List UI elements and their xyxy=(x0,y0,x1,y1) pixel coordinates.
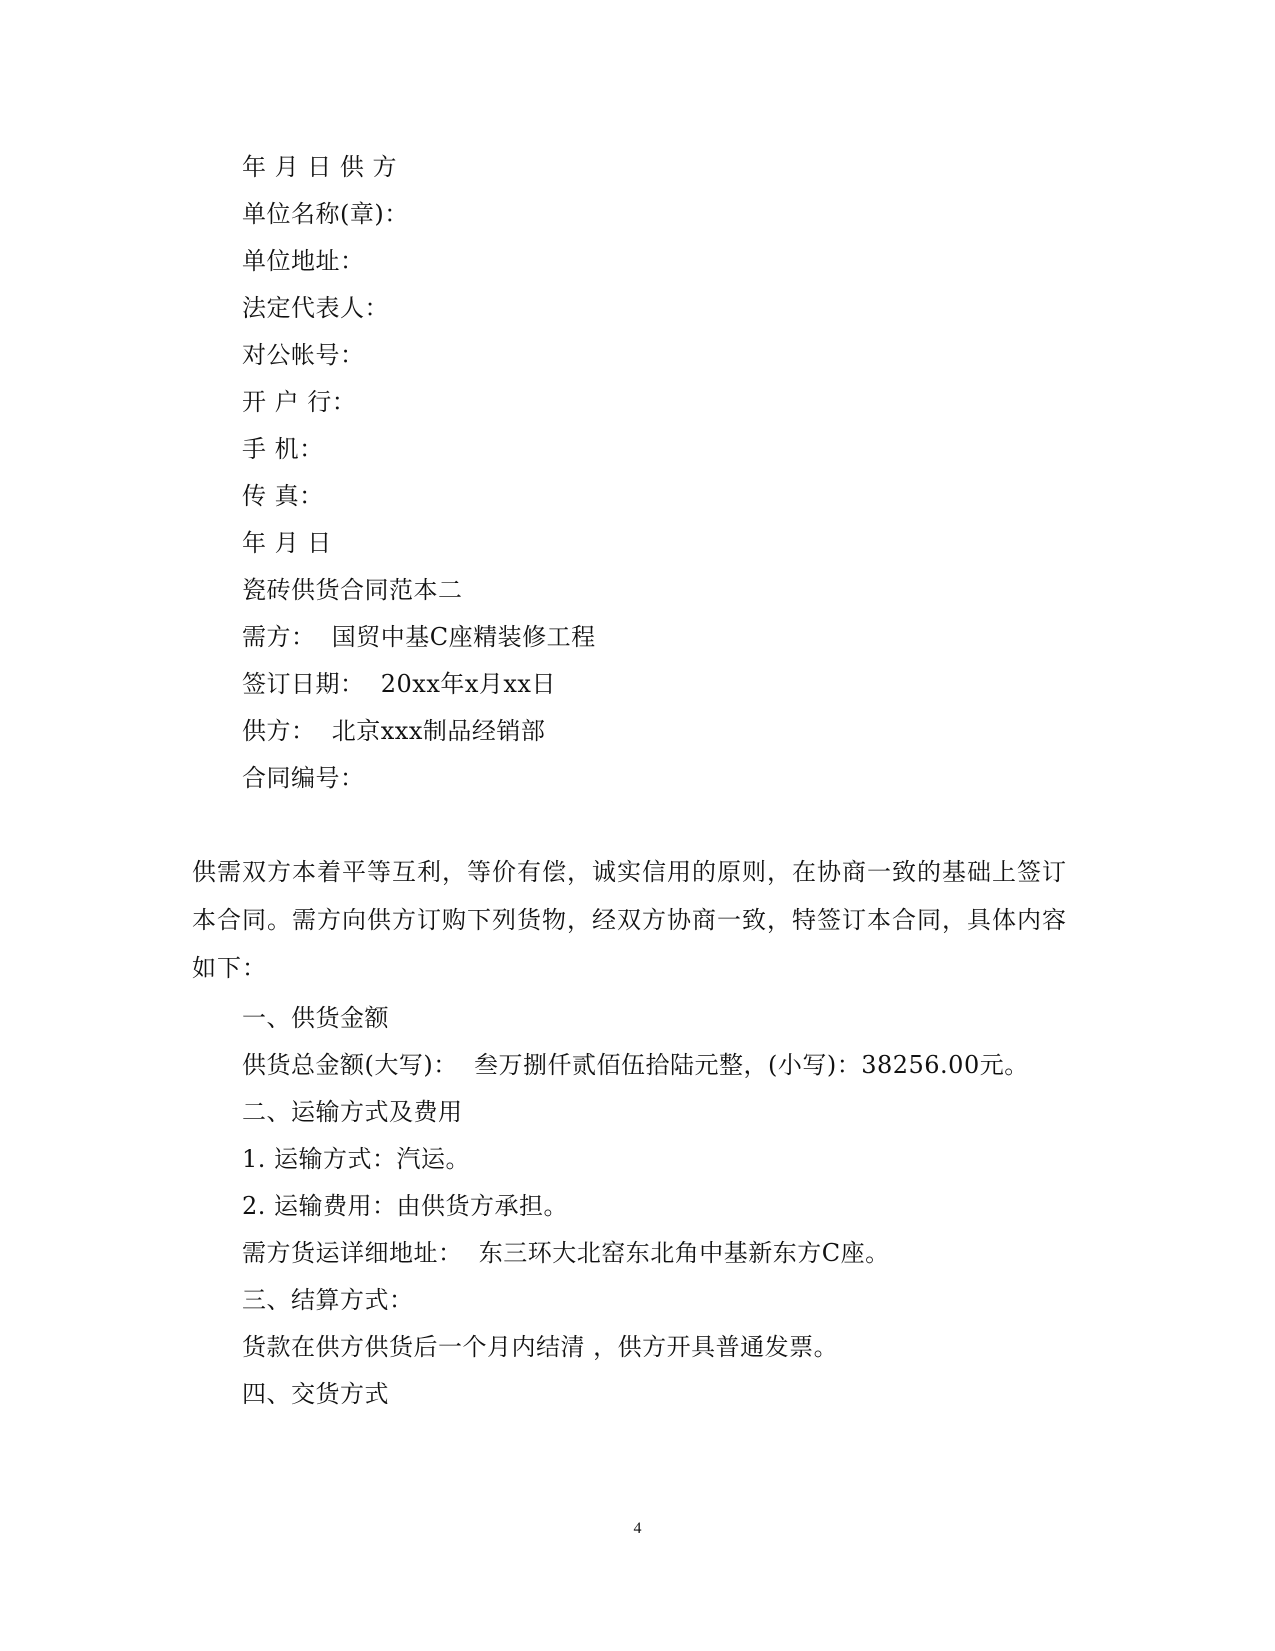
section-1-amount: 供货总金额(大写)： 叁万捌仟贰佰伍拾陆元整，(小写)：38256.00元。 xyxy=(242,1051,1029,1079)
section-2-title: 二、运输方式及费用 xyxy=(242,1098,463,1126)
contract-title: 瓷砖供货合同范本二 xyxy=(242,576,463,604)
section-1-title: 一、供货金额 xyxy=(242,1004,389,1032)
signature-legal-rep: 法定代表人： xyxy=(242,294,389,322)
signature-account: 对公帐号： xyxy=(242,341,365,369)
intro-paragraph: 供需双方本着平等互利，等价有偿，诚实信用的原则，在协商一致的基础上签订本合同。需方向供方订购下列货物，经双方协商一致，特签订本合同，具体内容如下： xyxy=(192,858,1067,982)
section-3-title: 三、结算方式： xyxy=(242,1286,414,1314)
signature-mobile: 手 机： xyxy=(242,435,324,463)
section-3-text: 货款在供方供货后一个月内结清 ，供方开具普通发票。 xyxy=(242,1333,839,1361)
signature-bank: 开 户 行： xyxy=(242,388,357,416)
signature-fax: 传 真： xyxy=(242,482,324,510)
contract-sign-date: 签订日期： 20xx年x月xx日 xyxy=(242,670,556,698)
contract-supplier: 供方： 北京xxx制品经销部 xyxy=(242,717,546,745)
section-4-title: 四、交货方式 xyxy=(242,1380,389,1408)
signature-unit-name: 单位名称(章)： xyxy=(242,200,409,228)
contract-number: 合同编号： xyxy=(242,764,365,792)
signature-date-supplier: 年 月 日 供 方 xyxy=(242,153,398,181)
section-2-item-2: 2. 运输费用：由供货方承担。 xyxy=(242,1192,569,1220)
section-2-item-1: 1. 运输方式：汽运。 xyxy=(242,1145,471,1173)
signature-date: 年 月 日 xyxy=(242,529,332,557)
contract-buyer: 需方： 国贸中基C座精装修工程 xyxy=(242,623,596,651)
page-number: 4 xyxy=(633,1520,642,1537)
section-2-address: 需方货运详细地址： 东三环大北窑东北角中基新东方C座。 xyxy=(242,1239,890,1267)
signature-unit-address: 单位地址： xyxy=(242,247,365,275)
